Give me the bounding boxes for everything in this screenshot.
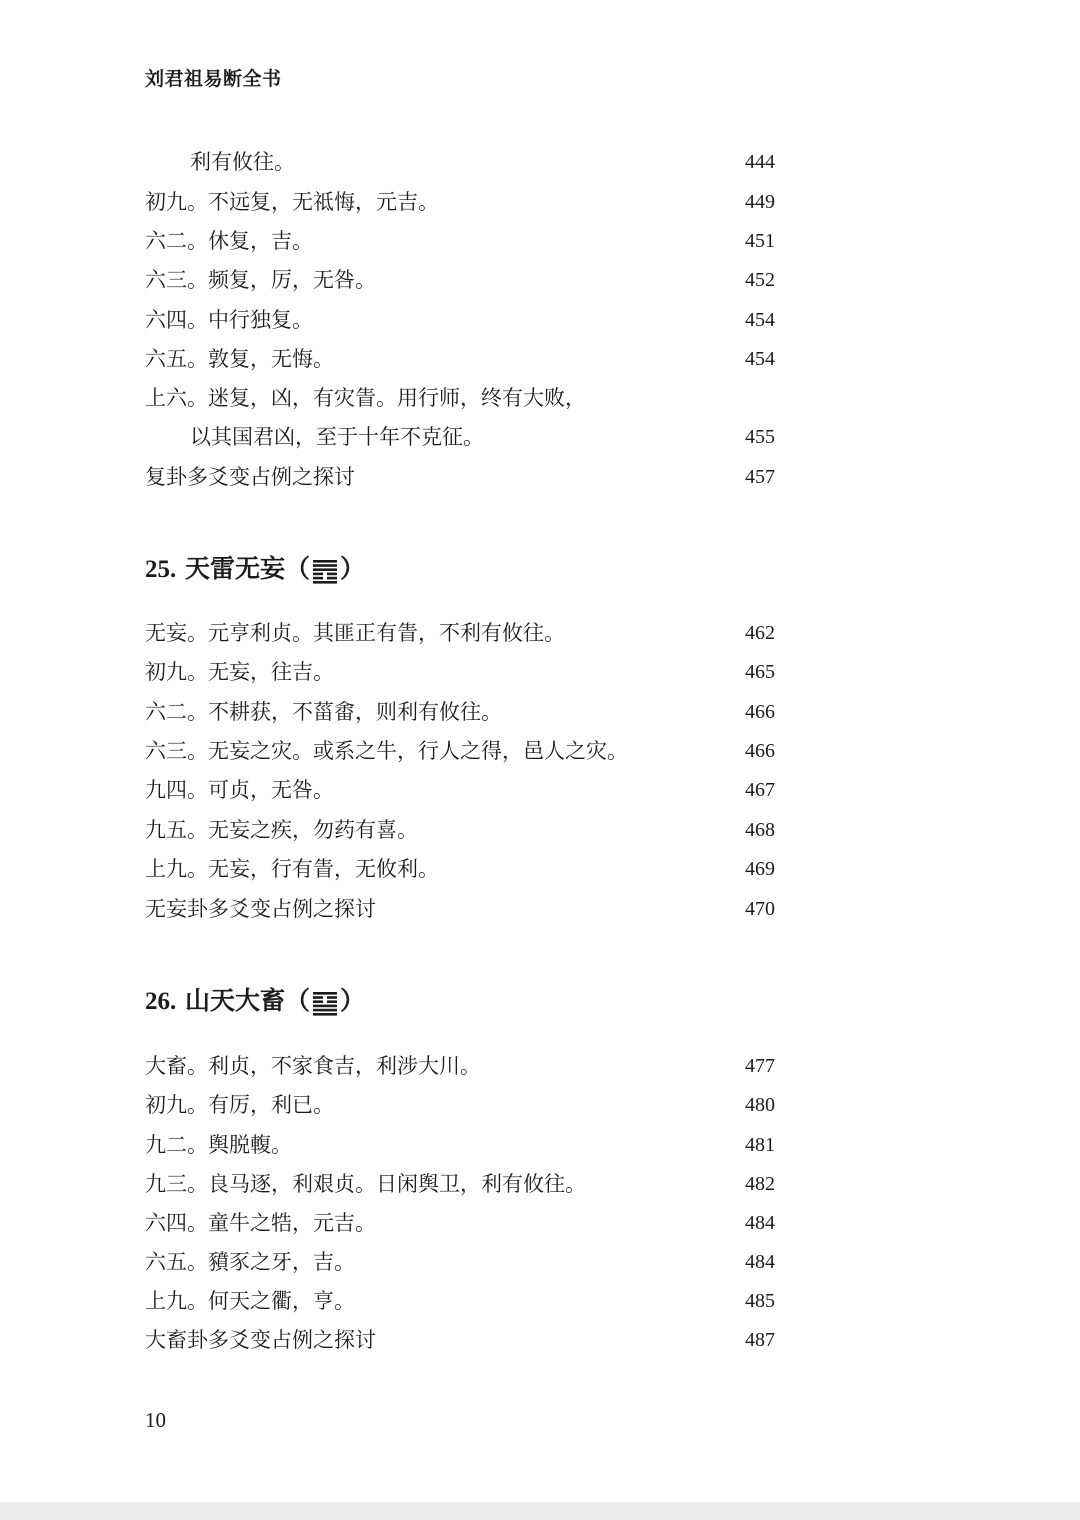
toc-entry-page: 480	[745, 1094, 775, 1116]
toc-entry	[145, 812, 775, 848]
toc-entry-page: 466	[745, 740, 775, 762]
yang-line	[313, 568, 337, 571]
toc-entry-text: 九四。可贞，无咎。	[145, 778, 334, 802]
toc-entry	[145, 654, 775, 690]
section-number: 26.	[145, 988, 177, 1015]
toc-entry-text: 大畜。利贞，不家食吉，利涉大川。	[145, 1054, 481, 1078]
toc-entry-text: 初九。有厉，利已。	[145, 1093, 334, 1117]
yin-line	[327, 572, 337, 575]
toc-entry-page: 454	[745, 309, 775, 331]
toc-entry-page: 485	[745, 1290, 775, 1312]
toc-entry-page: 468	[745, 819, 775, 841]
toc-entry	[145, 341, 775, 377]
toc-entry	[145, 1166, 775, 1202]
toc-entry	[145, 380, 775, 416]
toc-entry	[145, 1048, 775, 1084]
toc-entry-text: 六三。无妄之灾。或系之牛，行人之得，邑人之灾。	[145, 739, 628, 763]
toc-entry-text: 六五。豶豕之牙，吉。	[145, 1250, 355, 1274]
yang-line	[313, 992, 337, 995]
yin-line	[327, 996, 337, 999]
toc-entry-page: 467	[745, 779, 775, 801]
toc-entry	[145, 302, 775, 338]
toc-entry-page: 482	[745, 1173, 775, 1195]
toc-entry-page: 449	[745, 191, 775, 213]
toc-entry-page: 452	[745, 269, 775, 291]
yin-line	[327, 1000, 337, 1003]
toc-entry-text: 六二。休复，吉。	[145, 229, 313, 253]
toc-entry-text: 九二。舆脱輹。	[145, 1133, 292, 1157]
toc-entry-page: 481	[745, 1134, 775, 1156]
toc-entry-text: 初九。无妄，往吉。	[145, 660, 334, 684]
toc-entry	[145, 615, 775, 651]
hexagram-26-daxu-icon	[312, 990, 338, 1016]
yang-line	[313, 1004, 337, 1007]
toc-entry	[145, 1244, 775, 1280]
toc-entry	[145, 184, 775, 220]
yin-line	[313, 1000, 323, 1003]
close-paren: ）	[340, 986, 366, 1015]
toc-entry-text: 无妄。元亨利贞。其匪正有眚，不利有攸往。	[145, 621, 565, 645]
open-paren: （	[284, 986, 310, 1015]
toc-entry-page: 457	[745, 466, 775, 488]
toc-entry	[145, 223, 775, 259]
toc-entry	[145, 851, 775, 887]
toc-entry-page: 477	[745, 1055, 775, 1077]
toc-entry	[145, 772, 775, 808]
toc-entry-text: 上九。何天之衢，亨。	[145, 1289, 355, 1313]
section-title: 山天大畜	[184, 986, 285, 1015]
section-number: 25.	[145, 556, 177, 583]
yin-line	[327, 576, 337, 579]
toc-entry-text: 大畜卦多爻变占例之探讨	[145, 1328, 376, 1352]
section-heading-26	[145, 981, 365, 1022]
yin-line	[313, 572, 323, 575]
toc-entry	[145, 1322, 775, 1358]
toc-entry-text: 九三。良马逐，利艰贞。日闲舆卫，利有攸往。	[145, 1172, 586, 1196]
yang-line	[313, 1008, 337, 1011]
yang-line	[313, 564, 337, 567]
hexagram-25-wuwang-icon	[312, 558, 338, 584]
toc-entry-text: 六四。中行独复。	[145, 308, 313, 332]
toc-entry-text: 上六。迷复，凶，有灾眚。用行师，终有大败，	[145, 386, 586, 410]
toc-entry-page: 484	[745, 1212, 775, 1234]
toc-entry-text: 无妄卦多爻变占例之探讨	[145, 897, 376, 921]
toc-entry-text: 六四。童牛之牿，元吉。	[145, 1211, 376, 1235]
toc-entry	[145, 1127, 775, 1163]
section-heading-25	[145, 549, 365, 590]
toc-entry-page: 487	[745, 1329, 775, 1351]
toc-entry-text: 以其国君凶，至于十年不克征。	[190, 425, 484, 449]
toc-entry-page: 470	[745, 898, 775, 920]
toc-entry-text: 上九。无妄，行有眚，无攸利。	[145, 857, 439, 881]
toc-entry-text: 复卦多爻变占例之探讨	[145, 465, 355, 489]
toc-entry	[145, 419, 775, 455]
toc-entry-page: 444	[745, 151, 775, 173]
toc-entry	[145, 459, 775, 495]
toc-entry	[145, 144, 775, 180]
toc-entry-text: 利有攸往。	[190, 150, 295, 174]
section-title: 天雷无妄	[184, 554, 285, 583]
footer-page-number: 10	[145, 1408, 166, 1432]
toc-entry	[145, 733, 775, 769]
yang-line	[313, 1013, 337, 1016]
yin-line	[313, 576, 323, 579]
toc-entry-text: 六二。不耕获，不菑畬，则利有攸往。	[145, 700, 502, 724]
toc-entry-page: 484	[745, 1251, 775, 1273]
yang-line	[313, 560, 337, 563]
toc-entry	[145, 262, 775, 298]
toc-entry-text: 六三。频复，厉，无咎。	[145, 268, 376, 292]
toc-entry-text: 九五。无妄之疾，勿药有喜。	[145, 818, 418, 842]
toc-entry	[145, 694, 775, 730]
toc-entry-text: 初九。不远复，无祗悔，元吉。	[145, 190, 439, 214]
close-paren: ）	[340, 554, 366, 583]
toc-entry-text: 六五。敦复，无悔。	[145, 347, 334, 371]
toc-entry	[145, 1205, 775, 1241]
toc-entry-page: 469	[745, 858, 775, 880]
toc-entry-page: 465	[745, 661, 775, 683]
toc-entry-page: 462	[745, 622, 775, 644]
yang-line	[313, 581, 337, 584]
running-header-book-title: 刘君祖易断全书	[145, 68, 282, 90]
toc-entry	[145, 1283, 775, 1319]
toc-entry-page: 451	[745, 230, 775, 252]
yin-line	[313, 996, 323, 999]
toc-entry-page: 455	[745, 426, 775, 448]
open-paren: （	[284, 554, 310, 583]
toc-entry	[145, 891, 775, 927]
toc-entry-page: 466	[745, 701, 775, 723]
toc-entry-page: 454	[745, 348, 775, 370]
toc-entry	[145, 1087, 775, 1123]
